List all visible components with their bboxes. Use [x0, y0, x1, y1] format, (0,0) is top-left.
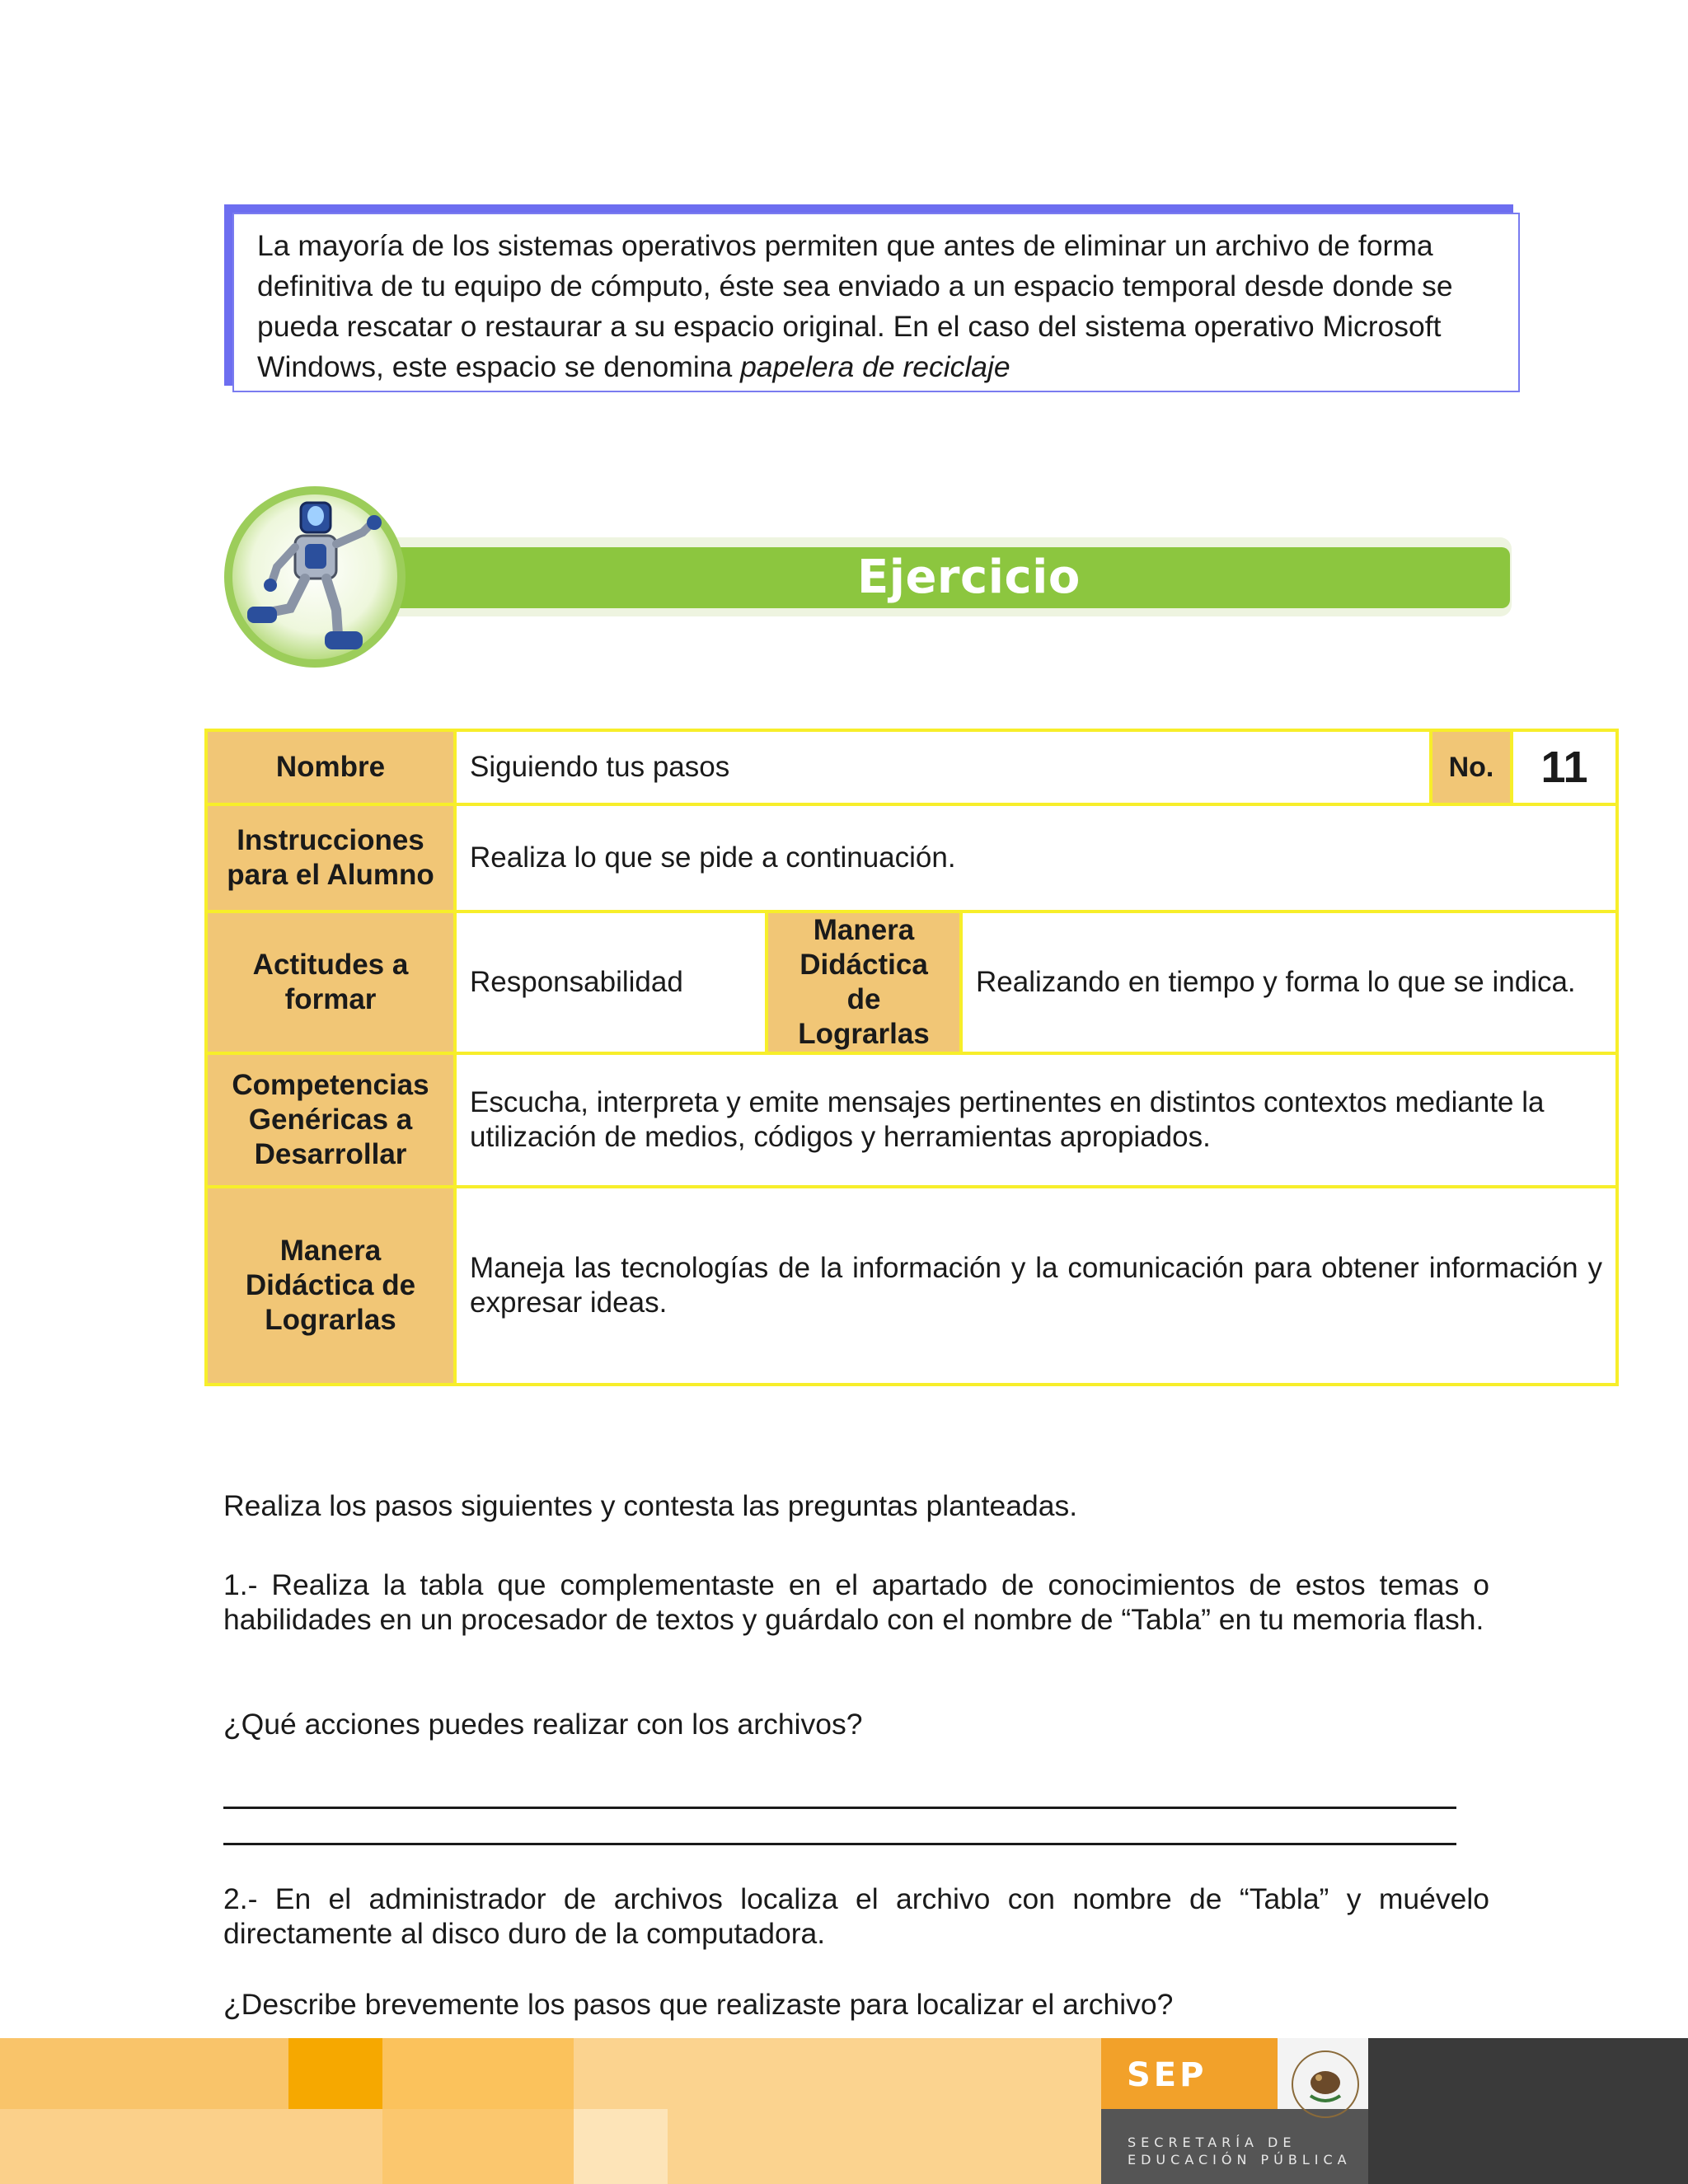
- actitudes-value: Responsabilidad: [455, 912, 767, 1053]
- no-label: No.: [1431, 730, 1512, 804]
- banner-title: Ejercicio: [857, 551, 1081, 604]
- exercise-info-table: [204, 729, 1619, 1386]
- coat-of-arms-icon: [1286, 2045, 1365, 2124]
- competencias-label: Competencias Genéricas a Desarrollar: [206, 1053, 455, 1187]
- question-2-text: ¿Describe brevemente los pasos que realizaste para localizar el archivo?: [223, 1988, 1174, 2021]
- sep-logo: SEP: [1127, 2056, 1207, 2094]
- manera-inner-label: Manera Didáctica de Lograrlas: [767, 912, 961, 1053]
- note-box: [232, 213, 1520, 392]
- instructions-intro: Realiza los pasos siguientes y contesta las preguntas planteadas.: [223, 1489, 1078, 1522]
- manera-inner-value: Realizando en tiempo y forma lo que se indica.: [961, 912, 1617, 1053]
- instrucciones-value: Realiza lo que se pide a continuación.: [455, 804, 1617, 912]
- nombre-value: Siguiendo tus pasos: [455, 730, 1431, 804]
- table-row-instrucciones: [206, 804, 1617, 912]
- instrucciones-label: Instrucciones para el Alumno: [206, 804, 455, 912]
- sep-subtitle-line-2: EDUCACIÓN PÚBLICA: [1128, 2152, 1352, 2168]
- table-row-actitudes: [206, 912, 1617, 1053]
- step-1-text: 1.- Realiza la tabla que complementaste en el apartado de conocimientos de estos temas o habilidades en un procesador de textos y guárdalo con el nombre de “Tabla” en tu memoria flash.: [223, 1568, 1489, 1636]
- question-1-text: ¿Qué acciones puedes realizar con los archivos?: [223, 1708, 863, 1741]
- competencias-value: Escucha, interpreta y emite mensajes pertinentes en distintos contextos mediante la utilización de medios, códigos y herramientas apropiados.: [455, 1053, 1617, 1187]
- answer-line: [223, 1807, 1456, 1809]
- manera-value: Maneja las tecnologías de la información y la comunicación para obtener información y expresar ideas.: [455, 1187, 1617, 1385]
- actitudes-label: Actitudes a formar: [206, 912, 455, 1053]
- table-row-manera: [206, 1187, 1617, 1385]
- step-2-text: 2.- En el administrador de archivos localiza el archivo con nombre de “Tabla” y muévelo directamente al disco duro de la computadora.: [223, 1882, 1489, 1950]
- sep-footer: [0, 2038, 1688, 2184]
- table-row-competencias: [206, 1053, 1617, 1187]
- nombre-label: Nombre: [206, 730, 455, 804]
- robot-mascot-icon: [223, 485, 407, 669]
- table-row-nombre: [206, 730, 1617, 804]
- no-value: 11: [1512, 730, 1617, 804]
- sep-subtitle-line-1: SECRETARÍA DE: [1128, 2135, 1296, 2150]
- note-emphasis: papelera de reciclaje: [740, 350, 1010, 383]
- note-text: La mayoría de los sistemas operativos permiten que antes de eliminar un archivo de forma definitiva de tu equipo de cómputo, éste sea enviado a un espacio temporal desde donde se pueda rescatar o restaurar a su espacio original. En el caso del sistema operativo Microsoft Windows, este espacio se denomina: [257, 229, 1453, 383]
- answer-line: [223, 1843, 1456, 1845]
- manera-label: Manera Didáctica de Lograrlas: [206, 1187, 455, 1385]
